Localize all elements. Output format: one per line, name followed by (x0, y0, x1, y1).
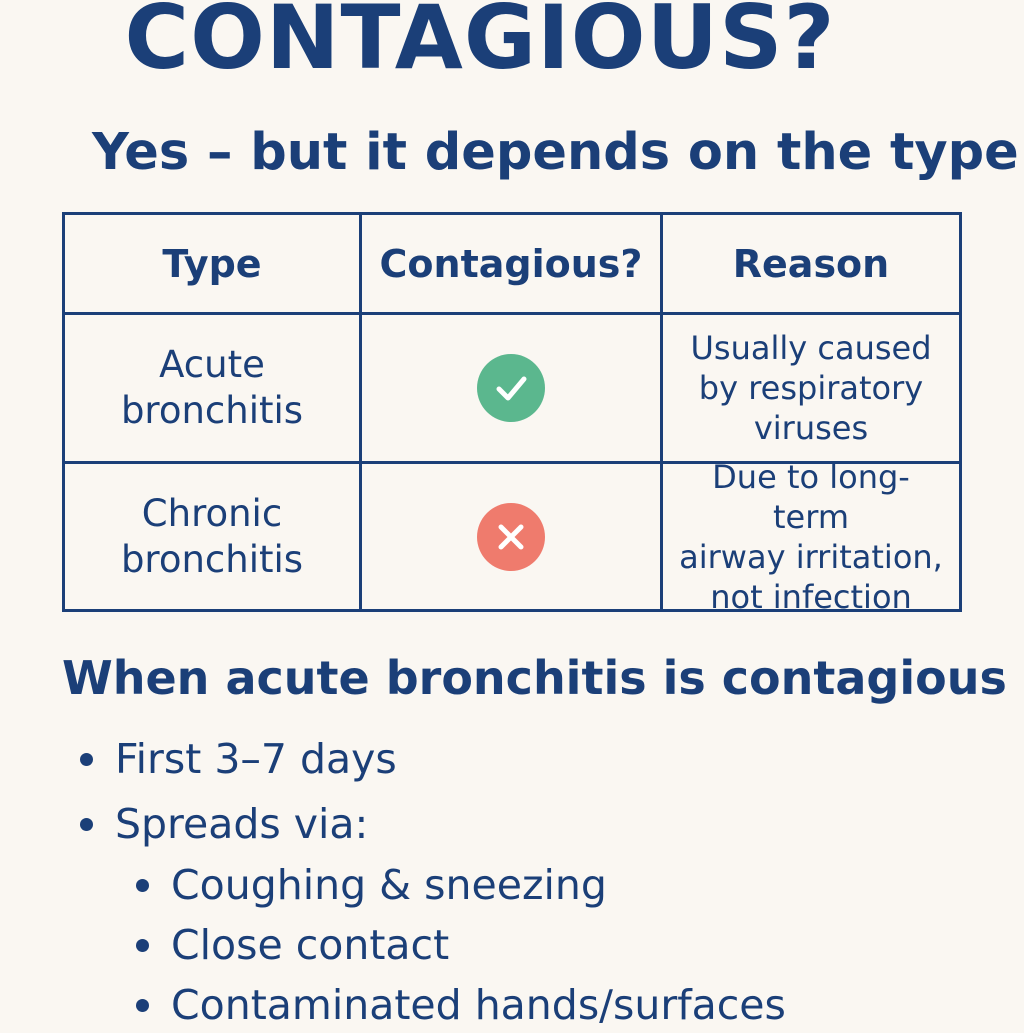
table-row-acute-contagious (362, 315, 660, 461)
bullet-dot-icon (136, 999, 149, 1012)
page-subtitle: Yes – but it depends on the type (92, 123, 1019, 182)
sub-list-item-text: Coughing & sneezing (171, 861, 607, 909)
bullet-dot-icon (136, 939, 149, 952)
bullet-dot-icon (80, 753, 93, 766)
table-row-acute-reason (663, 315, 959, 461)
reason-line: viruses (753, 409, 869, 447)
table-row-chronic-type (65, 464, 359, 609)
reason-line: Usually caused (690, 329, 932, 367)
column-header-type: Type (162, 241, 262, 286)
sub-list-item-text: Close contact (171, 921, 450, 969)
section-heading: When acute bronchitis is contagious (62, 651, 1007, 705)
list-item-text: First 3–7 days (115, 735, 397, 783)
list-item-text: Spreads via: (115, 800, 369, 848)
table-row-acute-type (65, 315, 359, 461)
type-line: Acute (159, 343, 265, 386)
list-item (80, 731, 397, 787)
sub-list-item (136, 857, 607, 913)
table-row-chronic-contagious (362, 464, 660, 609)
column-header-contagious: Contagious? (379, 241, 643, 286)
bullet-dot-icon (80, 818, 93, 831)
x-icon (477, 503, 545, 571)
sub-list-item (136, 917, 449, 973)
reason-line: Due to long-term (712, 457, 910, 536)
list-item (80, 796, 368, 852)
type-line: Chronic (141, 491, 283, 535)
check-icon (477, 354, 545, 422)
table-row-chronic-reason (663, 457, 959, 616)
sub-list-item-text: Contaminated hands/surfaces (171, 981, 786, 1029)
sub-list-item (136, 977, 786, 1033)
bullet-dot-icon (136, 879, 149, 892)
comparison-table (62, 212, 962, 616)
type-line: bronchitis (120, 537, 304, 581)
reason-line: by respiratory (698, 369, 924, 407)
page-title: CONTAGIOUS? (124, 0, 836, 89)
column-header-reason: Reason (732, 241, 890, 286)
reason-line: not infection (710, 577, 912, 616)
type-line: bronchitis (120, 389, 304, 432)
reason-line: airway irritation, (679, 537, 943, 576)
